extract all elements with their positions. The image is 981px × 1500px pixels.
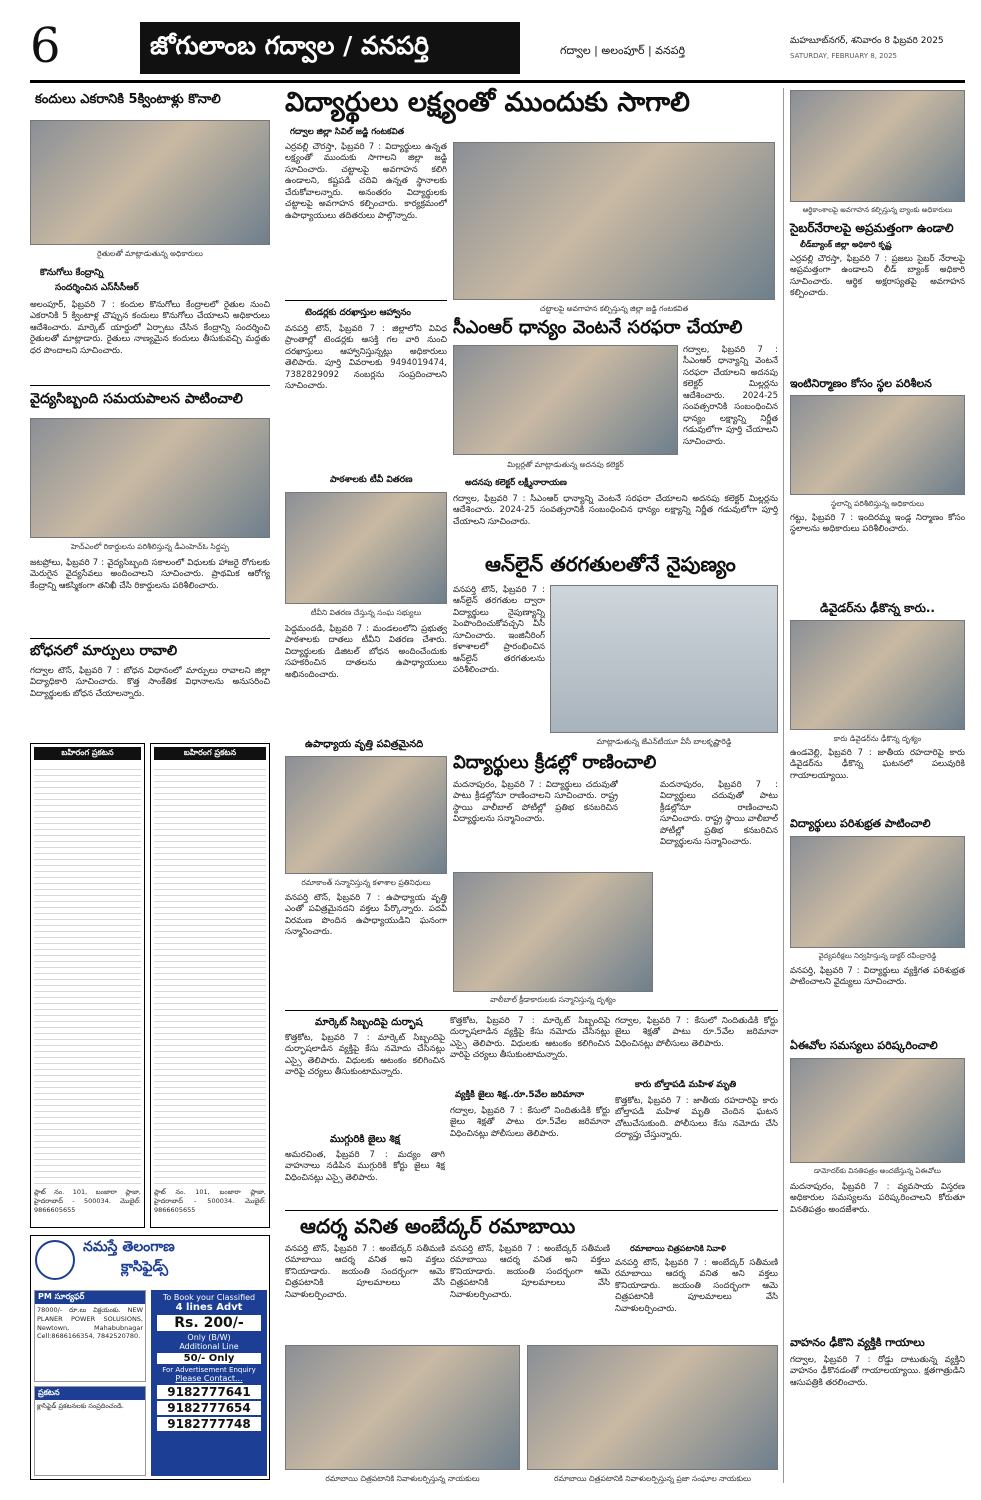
photo xyxy=(790,90,965,202)
headline: వాహనం ఢీకొని వ్యక్తికి గాయాలు xyxy=(790,1336,925,1349)
photo xyxy=(790,395,965,495)
contact-label: Please Contact... xyxy=(175,1374,243,1383)
photo-caption: రమాబాయి చిత్రపటానికి నివాళులర్పిస్తున్న ప్రజా సంఘాల నాయకులు xyxy=(554,1474,751,1483)
fifty-label: 50/- Only xyxy=(157,1353,261,1364)
headline: ఇంటినిర్మాణం కోసం స్థల పరిశీలన xyxy=(790,377,932,390)
article-body: వనపర్తి టౌన్, ఫిబ్రవరి 7 : అంబేద్కర్ సతీమణి రమాబాయి ఆదర్శ వనిత అని వక్తలు కొనియాడారు. జయంతి సందర్భంగా ఆమె చిత్రపటానికి పూలమాలలు వేసి నివాళులర్పించారు. xyxy=(615,1258,778,1314)
photo-caption: ఆర్థికాంశాలపై అవగాహన కల్పిస్తున్న బ్యాంకు అధికారులు xyxy=(802,206,953,214)
article-body: గట్టు, ఫిబ్రవరి 7 : ఇందిరమ్మ ఇండ్ల నిర్మాణం కోసం స్థలాలను అధికారులు పరిశీలించారు. xyxy=(790,513,965,535)
article-body: వనపర్తి టౌన్, ఫిబ్రవరి 7 : ఆన్‌లైన్ తరగతుల ద్వారా విద్యార్థులు నైపుణ్యాన్ని పెంపొందించుకోవచ్చని వీసీ సూచించారు. ఇంజినీరింగ్ కళాశాలలో ప్రారంభించిన ఆన్‌లైన్ తరగతులను పరిశీలించారు. xyxy=(453,585,545,676)
headline: వైద్యసిబ్బంది సమయపాలన పాటించాలి xyxy=(30,391,243,407)
photo-caption: కారు డివైడర్‌ను ఢీకొన్న దృశ్యం xyxy=(833,734,922,743)
prakatana-title: ప్రకటన xyxy=(35,1387,145,1400)
public-notice xyxy=(30,743,145,1228)
photo xyxy=(285,756,447,874)
photo-caption: రమాబాయి చిత్రపటానికి నివాళులర్పిస్తున్న నాయకులు xyxy=(325,1474,480,1483)
article-body: కొత్తకోట, ఫిబ్రవరి 7 : మార్కెట్ సిబ్బందిపై దుర్భాషలాడిన వ్యక్తిపై కేసు నమోదు చేసినట్లు ఎస్సై తెలిపారు. విధులకు ఆటంకం కలిగించిన వారిపై చర్యలు తీసుకుంటామన్నారు. xyxy=(285,1033,445,1078)
page-number: 6 xyxy=(30,18,61,74)
subhead: వ్యక్తికి జైలు శిక్ష..రూ.5వేల జరిమానా xyxy=(455,1090,584,1100)
subhead: కొనుగోలు కేంద్రాన్ని xyxy=(40,268,104,278)
article-body: వనపర్తి టౌన్, ఫిబ్రవరి 7 : అంబేద్కర్ సతీమణి రమాబాయి ఆదర్శ వనిత అని వక్తలు కొనియాడారు. జయంతి సందర్భంగా ఆమె చిత్రపటానికి పూలమాలలు వేసి నివాళులర్పించారు. xyxy=(450,1244,610,1300)
public-notice xyxy=(150,743,270,1228)
headline: కందులు ఎకరానికి 5క్వింటాళ్లు కొనాలి xyxy=(35,92,221,107)
headline: విద్యార్థులు పరిశుభ్రత పాటించాలి xyxy=(790,817,931,830)
masthead-date: మహబూబ్‌నగర్, శనివారం 8 ఫిబ్రవరి 2025 xyxy=(790,36,944,46)
article-body: ఉండవెల్లి, ఫిబ్రవరి 7 : జాతీయ రహదారిపై కారు డివైడర్‌ను ఢీకొన్న ఘటనలో పలువురికి గాయాలయ్యాయి. xyxy=(790,748,965,781)
article-body: పెద్దమందడి, ఫిబ్రవరి 7 : మండలంలోని ప్రభుత్వ పాఠశాలకు దాతలు టీవీని వితరణ చేశారు. విద్యార్థులకు డిజిటల్ బోధన అందించేందుకు సహకరించిన దాతలను ఉపాధ్యాయులు అభినందించారు. xyxy=(285,624,447,680)
only-label: Only (B/W) xyxy=(187,1333,231,1342)
enquiry-label: For Advertisement Enquiry xyxy=(162,1366,256,1374)
article-body: ఎర్రవల్లి చౌరస్తా, ఫిబ్రవరి 7 : ప్రజలు సైబర్ నేరాలపై అప్రమత్తంగా ఉండాలని లీడ్ బ్యాంక్ అధికారి సూచించారు. ఆర్థిక అక్షరాస్యతపై అవగాహన కల్పించారు. xyxy=(790,254,965,299)
article-body: వనపర్తి టౌన్, ఫిబ్రవరి 7 : అంబేద్కర్ సతీమణి రమాబాయి ఆదర్శ వనిత అని వక్తలు కొనియాడారు. జయంతి సందర్భంగా ఆమె చిత్రపటానికి పూలమాలలు వేసి నివాళులర్పించారు. xyxy=(285,1244,445,1300)
article-body: మదనాపురం, ఫిబ్రవరి 7 : విద్యార్థులు చదువుతో పాటు క్రీడల్లోనూ రాణించాలని సూచించారు. రాష్ట్ర స్థాయి వాలీబాల్ పోటీల్లో ప్రతిభ కనబరిచిన విద్యార్థులను సన్మానించారు. xyxy=(453,780,618,825)
byline: లీడ్‌బ్యాంక్ జిల్లా అధికారి కృష్ణ xyxy=(800,240,892,249)
headline: సైబర్‌నేరాలపై అప్రమత్తంగా ఉండాలి xyxy=(790,221,954,235)
phone-number: 9182777654 xyxy=(157,1401,261,1415)
classified-brand: నమస్తే తెలంగాణ xyxy=(83,1239,175,1255)
article-body: అలంపూర్, ఫిబ్రవరి 7 : కందుల కొనుగోలు కేంద్రాలలో రైతుల నుంచి ఎకరానికి 5 క్వింటాళ్ల చొప్పున కందులు కొనుగోలు చేయాలని అధికారులు ఆదేశించారు. మార్కెట్ యార్డులో ఏర్పాటు చేసిన కేంద్రాన్ని సందర్శించి రైతులతో మాట్లాడారు. రైతులు నాణ్యమైన కందులు తీసుకువచ్చి మద్దతు ధర పొందాలని సూచించారు. xyxy=(30,300,270,356)
photo xyxy=(453,872,653,992)
subhead: టెండర్లకు దరఖాస్తుల ఆహ్వానం xyxy=(305,308,411,318)
article-body: మదనాపురం, ఫిబ్రవరి 7 : విద్యార్థులు చదువుతో పాటు క్రీడల్లోనూ రాణించాలని సూచించారు. రాష్ట్ర స్థాయి వాలీబాల్ పోటీల్లో ప్రతిభ కనబరిచిన విద్యార్థులను సన్మానించారు. xyxy=(660,780,778,848)
pm-title: PM సూర్యఫర్ xyxy=(35,1291,145,1304)
photo-caption: టీవీని వితరణ చేస్తున్న సంఘ సభ్యులు xyxy=(310,608,422,617)
lines-label: 4 lines Advt xyxy=(175,1302,243,1313)
article-body: గద్వాల, ఫిబ్రవరి 7 : సీఎంఆర్ ధాన్యాన్ని వెంటనే సరఫరా చేయాలని అదనపు కలెక్టర్ మిల్లర్లను ఆదేశించారు. 2024-25 సంవత్సరానికి సంబంధించిన ధాన్యం లక్ష్యాన్ని నిర్ణీత గడువులోగా పూర్తి చేయాలని సూచించారు. xyxy=(683,345,778,447)
divider xyxy=(285,300,447,301)
masthead-places: గద్వాల | అలంపూర్ | వనపర్తి xyxy=(560,44,686,57)
book-label: To Book your Classified xyxy=(162,1293,256,1302)
headline: డివైడర్‌ను ఢీకొన్న కారు.. xyxy=(820,601,935,615)
headline: సీఎంఆర్ ధాన్యం వెంటనే సరఫరా చేయాలి xyxy=(453,317,743,338)
photo xyxy=(790,836,965,948)
subhead: మార్కెట్ సిబ్బందిపై దుర్భాష xyxy=(315,1017,423,1028)
divider xyxy=(30,385,270,386)
photo xyxy=(30,120,270,245)
photo xyxy=(550,585,778,733)
subhead: ముగ్గురికి జైలు శిక్ష xyxy=(330,1134,401,1145)
subhead: ఉపాధ్యాయ వృత్తి పవిత్రమైనది xyxy=(305,739,424,750)
article-body: గద్వాల, ఫిబ్రవరి 7 : కేసులో నిందితుడికి కోర్టు జైలు శిక్షతో పాటు రూ.5వేల జరిమానా విధించినట్లు పోలీసులు తెలిపారు. xyxy=(450,1106,610,1139)
headline: బోధనలో మార్పులు రావాలి xyxy=(30,643,178,659)
prakatana-body: క్లాసిఫైడ్ ప్రకటనలకు సంప్రదించండి. xyxy=(37,1402,124,1410)
article-body: జటప్రోలు, ఫిబ్రవరి 7 : వైద్యసిబ్బంది సకాలంలో విధులకు హాజరై రోగులకు మెరుగైన వైద్యసేవలు అందించాలని సూచించారు. ప్రాథమిక ఆరోగ్య కేంద్రాన్ని ఆకస్మికంగా తనిఖీ చేసి రికార్డులను పరిశీలించారు. xyxy=(30,558,270,591)
notice-title: బహిరంగ ప్రకటన xyxy=(154,747,266,760)
lead-headline: విద్యార్థులు లక్ష్యంతో ముందుకు సాగాలి xyxy=(285,87,690,118)
article-body: వనపర్తి, ఫిబ్రవరి 7 : విద్యార్థులు వ్యక్తిగత పరిశుభ్రత పాటించాలని వైద్యులు సూచించారు. xyxy=(790,966,965,988)
headline: ఏఈవోల సమస్యలు పరిష్కరించాలి xyxy=(790,1039,938,1052)
divider xyxy=(30,638,270,639)
photo-caption: చట్టాలపై అవగాహన కల్పిస్తున్న జిల్లా జడ్జి గంటకవిత xyxy=(539,304,689,313)
headline: విద్యార్థులు క్రీడల్లో రాణించాలి xyxy=(453,752,657,773)
notice-title: బహిరంగ ప్రకటన xyxy=(34,747,141,760)
phone-number: 9182777748 xyxy=(157,1417,261,1431)
article-body: గద్వాల, ఫిబ్రవరి 7 : సీఎంఆర్ ధాన్యాన్ని వెంటనే సరఫరా చేయాలని అదనపు కలెక్టర్ మిల్లర్లను ఆదేశించారు. 2024-25 సంవత్సరానికి సంబంధించిన ధాన్యం లక్ష్యాన్ని నిర్ణీత గడువులోగా పూర్తి చేయాలని సూచించారు. xyxy=(453,494,778,527)
article-body: గద్వాల, ఫిబ్రవరి 7 : రోడ్డు దాటుతున్న వ్యక్తిని వాహనం ఢీకొనడంతో గాయాలయ్యాయి. క్షతగాత్రుడిని ఆసుపత్రికి తరలించారు. xyxy=(790,1355,965,1388)
addl-label: Additional Line xyxy=(179,1342,239,1351)
book-panel xyxy=(151,1290,267,1476)
photo-caption: స్థలాన్ని పరిశీలిస్తున్న అధికారులు xyxy=(831,499,924,508)
byline: అదనపు కలెక్టర్ లక్ష్మీనారాయణ xyxy=(465,478,567,488)
notice-footer: ప్లాట్ నం. 101, బంజారా ప్లాజా, హైదరాబాద్ - 500034. మొబైల్: 9866605655 xyxy=(34,1188,141,1214)
masthead-title: జోగులాంబ గద్వాల / వనపర్తి xyxy=(150,31,429,60)
phone-number: 9182777641 xyxy=(157,1385,261,1399)
photo-caption: హెచ్‌ఎంలో రికార్డులను పరిశీలిస్తున్న డీఎంహెచ్‌ఓ సిద్దప్ప xyxy=(71,542,229,551)
classified-brand-2: క్లాసిఫైడ్స్ xyxy=(121,1259,169,1275)
subhead: సందర్శించిన ఎస్‌సీసీఆర్ xyxy=(55,283,139,293)
subhead: రమాబాయి చిత్రపటానికి నివాళి xyxy=(630,1244,727,1253)
article-body: మదనాపురం, ఫిబ్రవరి 7 : వ్యవసాయ విస్తరణ అధికారుల సమస్యలను పరిష్కరించాలని కోరుతూ వినతిపత్రం అందజేశారు. xyxy=(790,1182,965,1215)
article-body: గద్వాల, ఫిబ్రవరి 7 : కేసులో నిందితుడికి కోర్టు జైలు శిక్షతో పాటు రూ.5వేల జరిమానా విధించినట్లు పోలీసులు తెలిపారు. xyxy=(615,1016,778,1049)
photo-caption: రైతులతో మాట్లాడుతున్న అధికారులు xyxy=(97,249,203,258)
column-divider xyxy=(783,88,784,1483)
price-label: Rs. 200/- xyxy=(157,1315,261,1331)
photo-caption: మాట్లాడుతున్న జేఎన్‌టీయూ వీసీ బాలకృష్ణారెడ్డి xyxy=(596,737,732,746)
article-body: అమరచింత, ఫిబ్రవరి 7 : మద్యం తాగి వాహనాలు నడిపిన ముగ్గురికి కోర్టు జైలు శిక్ష విధించినట్లు ఎస్సై తెలిపారు. xyxy=(285,1150,445,1183)
masthead-rule xyxy=(30,80,965,83)
photo-caption: వాలీబాల్ క్రీడాకారులకు సన్మానిస్తున్న దృశ్యం xyxy=(490,995,616,1004)
article-body: వనపర్తి టౌన్, ఫిబ్రవరి 7 : ఉపాధ్యాయ వృత్తి ఎంతో పవిత్రమైనదని వక్తలు పేర్కొన్నారు. పదవీ విరమణ పొందిన ఉపాధ్యాయుడిని ఘనంగా సన్మానించారు. xyxy=(285,893,447,938)
article-body: వనపర్తి టౌన్, ఫిబ్రవరి 7 : జిల్లాలోని వివిధ ప్రాంతాల్లో టెండర్లకు ఆసక్తి గల వారి నుంచి దరఖాస్తులు ఆహ్వానిస్తున్నట్లు అధికారులు తెలిపారు. పూర్తి వివరాలకు 9494019474, 7382829092 నంబర్లను సంప్రదించాలని సూచించారు. xyxy=(285,324,447,392)
classified-ad xyxy=(30,1235,270,1480)
divider xyxy=(285,1210,778,1211)
photo-caption: రమాకాంత్ సన్మానిస్తున్న కళాశాల ప్రతినిధులు xyxy=(301,878,431,887)
photo xyxy=(790,620,965,730)
photo-caption: మిల్లర్లతో మాట్లాడుతున్న అదనపు కలెక్టర్ xyxy=(507,460,624,469)
divider xyxy=(285,1010,778,1011)
photo xyxy=(285,1345,520,1470)
pm-body: 78000/- రూ.లు విక్రయంకు. NEW PLANER POWER SOLUSIONS, Newtown, Mahabubnagar Cell:8686166354, 7842520780. xyxy=(37,1306,143,1341)
classified-logo xyxy=(35,1240,75,1280)
subhead: పాఠశాలకు టీవీ వితరణ xyxy=(330,475,413,485)
headline: ఆదర్శ వనిత అంబేద్కర్ రమాబాయి xyxy=(300,1214,576,1238)
notice-footer: ప్లాట్ నం. 101, బంజారా ప్లాజా, హైదరాబాద్ - 500034. మొబైల్: 9866605655 xyxy=(154,1188,266,1214)
prakatana-box xyxy=(34,1386,146,1476)
article-body: కొత్తకోట, ఫిబ్రవరి 7 : మార్కెట్ సిబ్బందిపై దుర్భాషలాడిన వ్యక్తిపై కేసు నమోదు చేసినట్లు ఎస్సై తెలిపారు. విధులకు ఆటంకం కలిగించిన వారిపై చర్యలు తీసుకుంటామన్నారు. xyxy=(450,1016,610,1061)
byline: గద్వాల జిల్లా సివిల్ జడ్జి గంటకవిత xyxy=(290,127,405,137)
photo xyxy=(30,418,270,538)
pm-box xyxy=(34,1290,146,1382)
photo-caption: వైద్యపరీక్షలు నిర్వహిస్తున్న డాక్టర్ రవీంద్రారెడ్డి xyxy=(818,952,937,960)
photo xyxy=(527,1345,778,1470)
photo xyxy=(453,142,775,300)
photo xyxy=(790,1058,965,1163)
subhead: కారు బోల్తాపడి మహిళ మృతి xyxy=(635,1080,737,1090)
masthead-date-en: SATURDAY, FEBRUARY 8, 2025 xyxy=(790,52,897,60)
photo xyxy=(453,345,678,455)
photo xyxy=(285,492,447,604)
article-body: కొత్తకోట, ఫిబ్రవరి 7 : జాతీయ రహదారిపై కారు బోల్తాపడి మహిళ మృతి చెందిన ఘటన చోటుచేసుకుంది. పోలీసులు కేసు నమోదు చేసి దర్యాప్తు చేస్తున్నారు. xyxy=(615,1096,778,1141)
headline: ఆన్‌లైన్ తరగతులతోనే నైపుణ్యం xyxy=(485,552,736,576)
article-body: గద్వాల టౌన్, ఫిబ్రవరి 7 : బోధన విధానంలో మార్పులు రావాలని జిల్లా విద్యాధికారి సూచించారు. కొత్త సాంకేతిక విధానాలను అనుసరించి విద్యార్థులకు బోధన చేయాలన్నారు. xyxy=(30,666,270,699)
photo-caption: డామోదర్‌కు వినతిపత్రం అందజేస్తున్న ఏఈవోలు xyxy=(814,1167,941,1175)
article-body: ఎర్రవల్లి చౌరస్తా, ఫిబ్రవరి 7 : విద్యార్థులు ఉన్నత లక్ష్యంతో ముందుకు సాగాలని జిల్లా జడ్జి సూచించారు. చట్టాలపై అవగాహన కలిగి ఉండాలని, కష్టపడి చదివి ఉన్నత స్థానాలకు చేరుకోవాలన్నారు. అనంతరం విద్యార్థులకు చట్టాలపై అవగాహన కల్పించారు. కార్యక్రమంలో ఉపాధ్యాయులు తదితరులు పాల్గొన్నారు. xyxy=(285,142,447,221)
